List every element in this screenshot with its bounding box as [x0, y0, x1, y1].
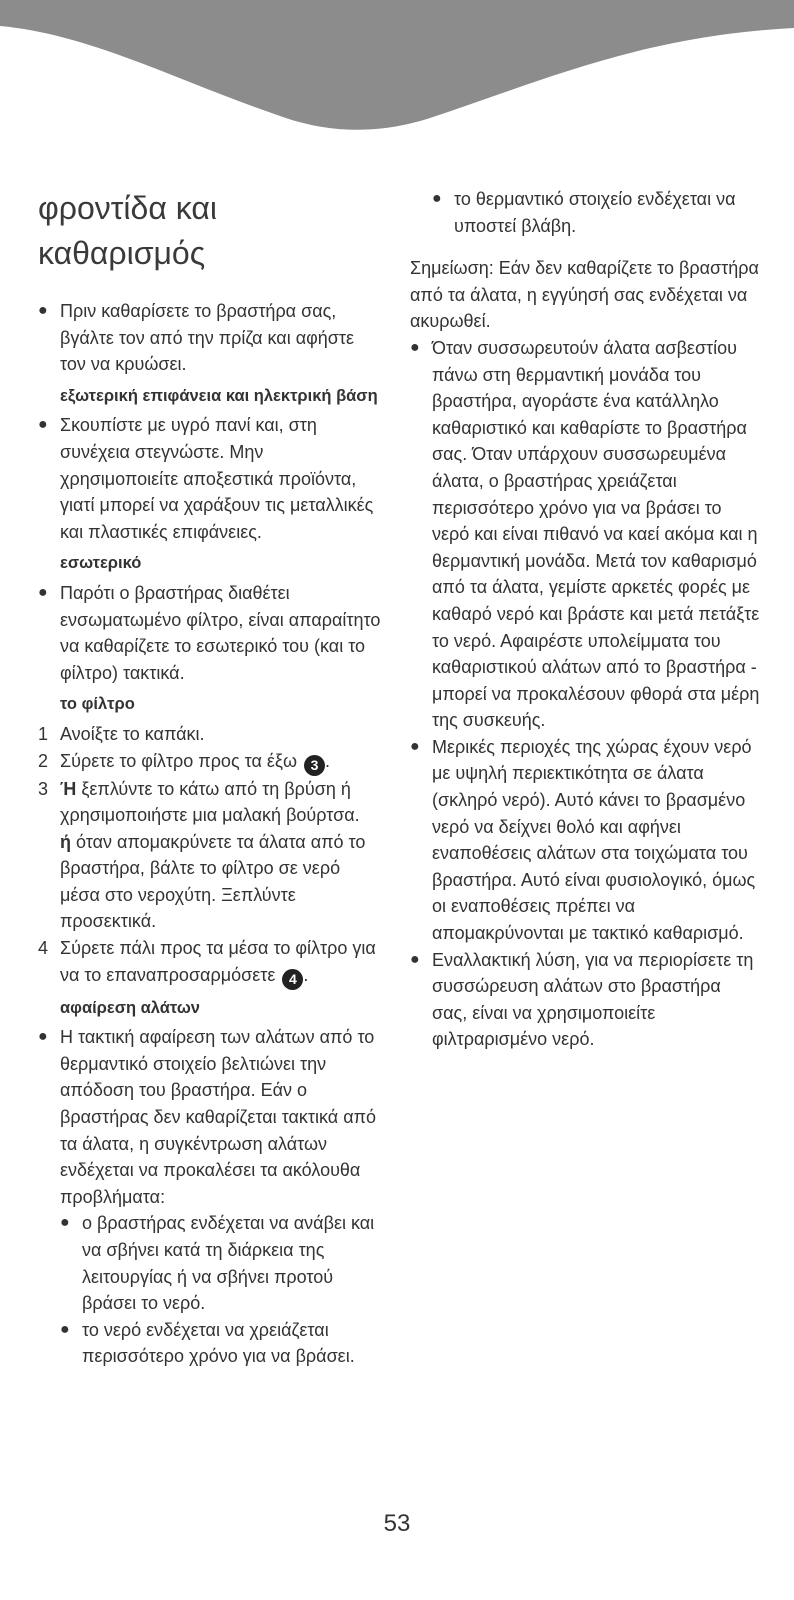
- bullet-text: Παρότι ο βραστήρας διαθέτει ενσωματωμένο φίλτρο, είναι απαραίτητο να καθαρίζετε το εσωτερικό του (και το φίλτρο) τακτικά.: [60, 582, 381, 683]
- bullet-text: το νερό ενδέχεται να χρειάζεται περισσότερο χρόνο για να βράσει.: [82, 1319, 355, 1367]
- bullet-text: Εναλλακτική λύση, για να περιορίσετε τη συσσώρευση αλάτων στο βραστήρα σας, είναι να χρησιμοποιείτε φιλτραρισμένο νερό.: [432, 949, 754, 1050]
- step-1: [38, 721, 383, 748]
- subheading-descaling: αφαίρεση αλάτων: [60, 998, 200, 1017]
- bullet-exterior: [38, 412, 383, 545]
- figure-ref-4-icon: 4: [282, 969, 303, 990]
- step-3: [38, 776, 383, 829]
- step-text: Σύρετε το φίλτρο προς τα έξω: [60, 750, 298, 771]
- step-number: 4: [38, 938, 49, 959]
- subheading-interior: εσωτερικό: [60, 554, 142, 573]
- bullet-text: ο βραστήρας ενδέχεται να ανάβει και να σβήνει κατά τη διάρκεια της λειτουργίας ή να σβήνει προτού βράσει το νερό.: [82, 1213, 375, 1314]
- bullet-icon: ●: [38, 583, 48, 601]
- warranty-note: Σημείωση: Εάν δεν καθαρίζετε το βραστήρα από τα άλατα, η εγγύησή σας ενδέχεται να ακυρωθεί.: [410, 258, 759, 332]
- bullet-text: Πριν καθαρίσετε το βραστήρα σας, βγάλτε τον από την πρίζα και αφήστε τον να κρυώσει.: [60, 301, 355, 375]
- bullet-icon: ●: [38, 416, 48, 434]
- bullet-icon: ●: [38, 1028, 48, 1046]
- bullet-text: το θερμαντικό στοιχείο ενδέχεται να υποστεί βλάβη.: [454, 189, 736, 236]
- step-3-alternative: [38, 829, 383, 935]
- bullet-icon: ●: [60, 1214, 70, 1232]
- step-text: Σύρετε πάλι προς τα μέσα το φίλτρο για να το επαναπροσαρμόσετε: [60, 938, 376, 985]
- sub-bullet-switching: [38, 1210, 383, 1316]
- bullet-icon: ●: [410, 737, 420, 755]
- header-wave-band: [0, 0, 794, 140]
- bullet-text: Μερικές περιοχές της χώρας έχουν νερό με υψηλή περιεκτικότητα σε άλατα (σκληρό νερό). Αυτό κάνει το βρασμένο νερό να δείχνει θολό και αφήνει εναποθέσεις αλάτων στα τοιχώματα του βραστήρα. Αυτό είναι φυσιολογικό, όμως οι εναποθέσεις πρέπει να απομακρύνονται με τακτικό καθαρισμό.: [432, 736, 756, 944]
- step-text: ξεπλύντε το κάτω από τη βρύση ή χρησιμοποιήστε μια μαλακή βούρτσα.: [60, 778, 360, 826]
- bullet-icon: ●: [432, 190, 442, 207]
- bullet-descaling: [38, 1024, 383, 1210]
- figure-ref-3-icon: 3: [304, 755, 325, 776]
- subheading-filter: το φίλτρο: [60, 695, 135, 714]
- step-text: όταν απομακρύνετε τα άλατα από το βραστήρα, βάλτε το φίλτρο σε νερό μέσα στο νεροχύτη. Ξεπλύντε προσεκτικά.: [60, 831, 366, 932]
- page-number: 53: [383, 1510, 411, 1537]
- subheading-exterior: εξωτερική επιφάνεια και ηλεκτρική βάση: [60, 386, 378, 405]
- page-title: [38, 186, 318, 276]
- step-number: 1: [38, 723, 49, 744]
- bullet-icon: ●: [60, 1320, 70, 1338]
- left-column: [38, 186, 383, 1370]
- bullet-interior: [38, 580, 383, 686]
- title-line-2: καθαρισμός: [38, 235, 206, 271]
- step-number: 3: [38, 778, 49, 799]
- step-text: Ανοίξτε το καπάκι.: [60, 723, 205, 744]
- bullet-unplug: [38, 298, 383, 378]
- bullet-hard-water: [410, 734, 760, 947]
- bullet-text: Η τακτική αφαίρεση των αλάτων από το θερμαντικό στοιχείο βελτιώνει την απόδοση του βραστήρα. Εάν ο βραστήρας δεν καθαρίζεται τακτικά από τα άλατα, η συγκέντρωση αλάτων ενδέχεται να προκαλέσει τα ακόλουθα προβλήματα:: [60, 1027, 377, 1207]
- bullet-icon: ●: [410, 338, 420, 356]
- step-or-label: ή: [60, 831, 71, 852]
- step-or-label: Ή: [60, 778, 77, 799]
- bullet-filtered-water: [410, 947, 760, 1053]
- step-2: 2 Σύρετε το φίλτρο προς τα έξω 3 .: [38, 748, 383, 776]
- right-column: [410, 186, 760, 1053]
- bullet-text: Σκουπίστε με υγρό πανί και, στη συνέχεια στεγνώστε. Μην χρησιμοποιείτε αποξεστικά προϊόντα, γιατί μπορεί να χαράξουν τις μεταλλικές και πλαστικές επιφάνειες.: [60, 415, 374, 542]
- title-line-1: φροντίδα και: [38, 190, 217, 226]
- bullet-icon: ●: [38, 302, 48, 319]
- sub-bullet-element-damage: [410, 186, 760, 239]
- sub-bullet-boil-time: [38, 1317, 383, 1370]
- bullet-limescale: [410, 335, 760, 734]
- bullet-text: Όταν συσσωρευτούν άλατα ασβεστίου πάνω στη θερμαντική μονάδα του βραστήρα, αγοράστε ένα κατάλληλο καθαριστικό και καθαρίστε το βραστήρα σας. Όταν υπάρχουν συσσωρευμένα άλατα, ο βραστήρας χρειάζεται περισσότερο χρόνο για να βράσει το νερό και είναι πιθανό να καεί ακόμα και η θερμαντική μονάδα. Μετά τον καθαρισμό από τα άλατα, γεμίστε αρκετές φορές με καθαρό νερό και βράστε και μετά πετάξτε το νερό. Αφαιρέστε υπολείμματα του καθαριστικού αλάτων από το βραστήρα - μπορεί να προκαλέσουν φθορά στα μέρη της συσκευής.: [432, 337, 760, 731]
- step-4: 4 Σύρετε πάλι προς τα μέσα το φίλτρο για να το επαναπροσαρμόσετε 4 .: [38, 935, 383, 990]
- step-number: 2: [38, 750, 49, 771]
- bullet-icon: ●: [410, 950, 420, 968]
